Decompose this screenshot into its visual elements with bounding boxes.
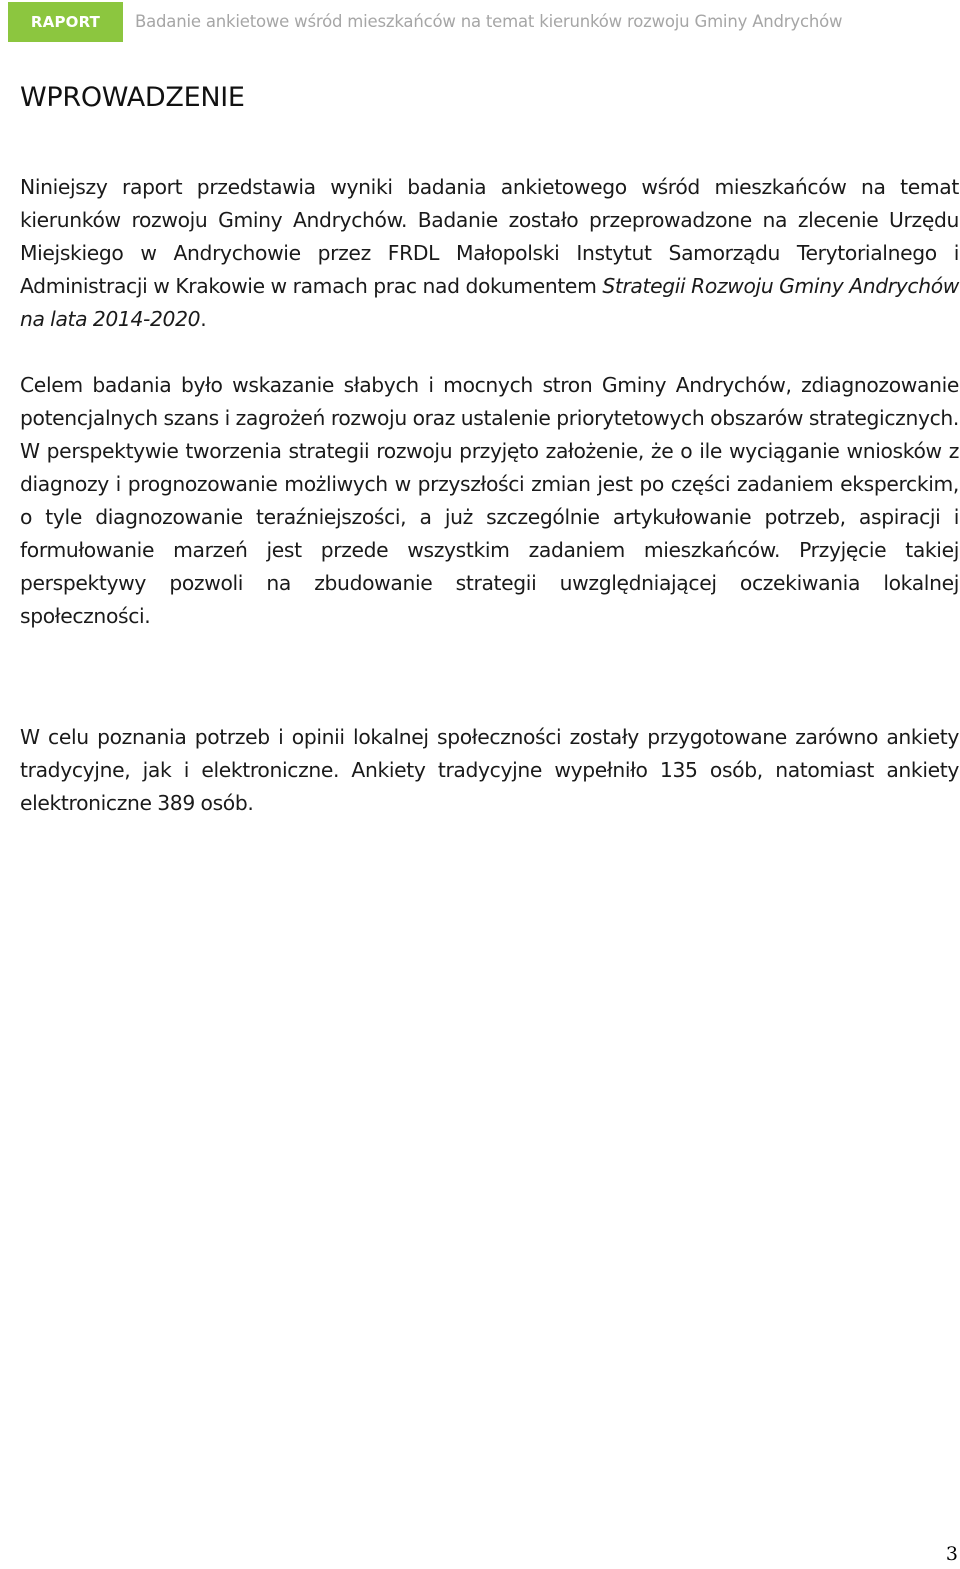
paragraph-intro-end: . [200,307,207,331]
page-number: 3 [945,1543,958,1565]
paragraph-intro [20,171,959,336]
paragraph-intro-text: Niniejszy raport przedstawia wyniki badania ankietowego wśród mieszkańców na temat kierunków rozwoju Gminy Andrychów. Badanie zostało przeprowadzone na zlecenie Urzędu Miejskiego w Andrychowie przez FRDL Małopolski Instytut Samorządu Terytorialnego i Administracji w Krakowie w ramach prac nad dokumentem [20,175,959,298]
paragraph-purpose: Celem badania było wskazanie słabych i mocnych stron Gminy Andrychów, zdiagnozowanie potencjalnych szans i zagrożeń rozwoju oraz ustalenie priorytetowych obszarów strategicznych. W perspektywie tworzenia strategii rozwoju przyjęto założenie, że o ile wyciąganie wniosków z diagnozy i prognozowanie możliwych w przyszłości zmian jest po części zadaniem eksperckim, o tyle diagnozowanie teraźniejszości, a już szczególnie artykułowanie potrzeb, aspiracji i formułowanie marzeń jest przede wszystkim zadaniem mieszkańców. Przyjęcie takiej perspektywy pozwoli na zbudowanie strategii uwzględniającej oczekiwania lokalnej społeczności. [20,373,959,628]
section-title: WPROWADZENIE [20,82,245,113]
paragraph-method: W celu poznania potrzeb i opinii lokalnej społeczności zostały przygotowane zarówno ankiety tradycyjne, jak i elektroniczne. Ankiety tradycyjne wypełniło 135 osób, natomiast ankiety elektroniczne 389 osób. [20,725,959,815]
strategy-title-italic: Strategii Rozwoju Gminy Andrychów na lata 2014-2020 [20,274,959,331]
report-badge: RAPORT [8,2,123,42]
page-header [8,2,960,42]
header-title: Badanie ankietowe wśród mieszkańców na temat kierunków rozwoju Gminy Andrychów [135,12,843,31]
